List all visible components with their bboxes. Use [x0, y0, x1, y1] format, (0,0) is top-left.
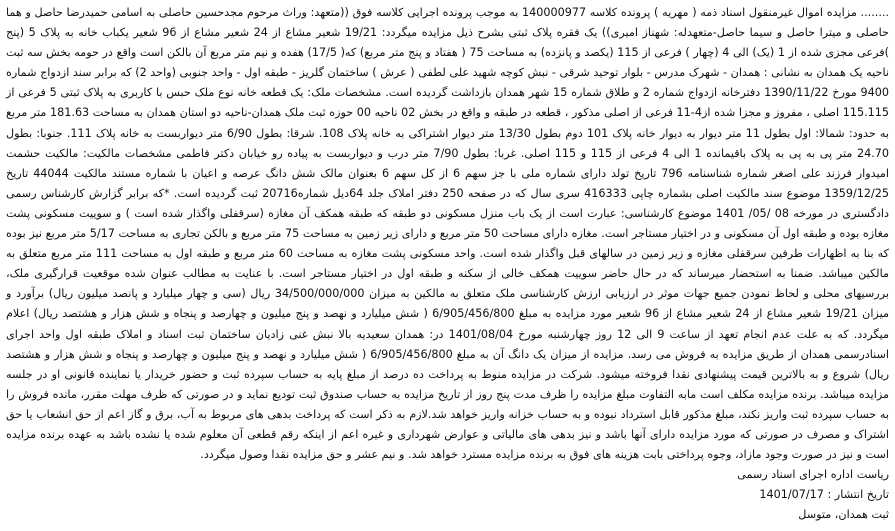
auction-notice-document [6, 3, 889, 525]
publication-date: تاریخ انتشار : 1401/07/17 [759, 488, 889, 502]
notice-body: ........ مزایده اموال غیرمنقول اسناد ذمه ( مهریه ) پرونده کلاسه 140000977 به موجب پرونده اجرایی کلاسه فوق ((متعهد: وراث مرحوم مجدحسین حاصلی به اسامی حمیدرضا حاصل و هما حاصلی و میترا حاصل و سیما حاصل-متعهدله: شهناز امیری)) یک فقره پلاک ثبتی بشرح ذیل مزایده میگردد: 19/21 شعیر مشاع از 24 شعیر مشاع از 96 شعیر یکباب خانه به پلاک 5 (پنج )فرعی مجزی شده از 1 (یک) الی 4 (چهار ) فرعی از 115 (یکصد و پانزده) به مساحت 75 ( هفتاد و پنج متر مربع) که( 17/5) هفده و نیم متر مربع آن بالکن است واقع در حومه بخش سه ثبت ناحیه یک همدان به نشانی : همدان - شهرک مدرس - بلوار توحید شرقی - نبش کوچه شهید علی لطفی ( عرش ) ساختمان گلریز - طبقه اول - واحد جنوبی (واحد 2) که برابر سند ازدواج شماره 9400 مورخ 1390/11/22 دفترخانه ازدواج شماره 2 و طلاق شماره 15 شهر همدان بازداشت گردیده است. مشخصات ملک: یک قطعه خانه نوع ملک حبس با کاربری به پلاک ثبتی 5 فرعی از 115.115 اصلی ، مفروز و مجزا شده از4-11 فرعی از اصلی مذکور ، قطعه در طبقه و واقع در بخش 02 ناحیه 00 حوزه ثبت ملک همدان-ناحیه دو استان همدان به مساحت 181.63 متر مربع به حدود: شمالا: اول بطول 11 متر دیوار به دیوار خانه پلاک 101 دوم بطول 13/30 متر دیوار اشتراکی به خانه پلاک 108. شرقا: بطول 6/90 متر دیواربست به خانه پلاک 111. جنوبا: بطول 24.70 متر پی به پی به پلاک باقیمانده 1 الی 4 فرعی از 115 و 115 اصلی. غربا: بطول 7/90 متر درب و دیواربست به پیاده رو خیابان دکتر فاطمی مشخصات مالکیت: مالکیت حشمت امیدوار فرزند علی اصغر شماره شناسنامه 796 تاریخ تولد دارای شماره ملی با جز سهم 6 از کل سهم 6 بعنوان مالک شش دانگ عرصه و اعیان با شماره مستند مالکیت 44044 تاریخ 1359/12/25 موضوع سند مالکیت اصلی بشماره چاپی 416333 سری سال که در صفحه 250 دفتر املاک جلد 64دیل شماره20716 ثبت گردیده است. *که برابر گزارش کارشناس رسمی دادگستری در مورخه 08 /05/ 1401 موضوع کارشناسی: عبارت است از یک باب منزل مسکونی دو طبقه که طبقه همکف آن مغازه (سرقفلی واگذار شده است ) و سوییت مسکونی پشت مغازه بوده و طبقه اول آن مسکونی و در اختیار مستاجر است. مغازه دارای مساحت 50 متر مربع و دارای زیر زمین به مساحت 75 متر مربع و بالکن تجاری به مساحت 5/17 متر مربع نیز بوده که بنا به اظهارات طرفین سرقفلی مغازه و زیر زمین در سالهای قبل واگذار شده است. واحد مسکونی پشت مغازه به مساحت 60 متر مربع و طبقه اول به مساحت 111 متر مربع متعلق به مالکین میباشد. ضمنا به استحضار میرساند که در حال حاضر سوییت همکف خالی از سکنه و طبقه اول در اختیار مستاجر است. با عنایت به مطالب عنوان شده موقعیت قرارگیری ملک، بررسیهای محلی و لحاظ نمودن جمیع جهات موثر در ارزیابی ارزش کارشناسی ملک متعلق به مالکین به میزان 34/500/000/000 ریال (سی و چهار میلیارد و پانصد میلیون ریال) برآورد و میزان 19/21 شعیر مشاع از 24 شعیر مشاع از 96 شعیر مورد مزایده به مبلغ 6/905/456/800 ( شش میلیارد و نهصد و پنج میلیون و چهارصد و پنجاه و شش هزار و هشتصد ریال) اعلام میگردد. که به علت عدم انجام تعهد از ساعت 9 الی 12 روز چهارشنبه مورخ 1401/08/04 در: همدان سعیدیه بالا نبش غنی زادیان ساختمان ثبت اسناد و املاک طبقه اول واحد اجرای اسنادرسمی همدان از طریق مزایده به فروش می رسد. مزایده از میزان یک دانگ آن به مبلغ 6/905/456/800 ( شش میلیارد و نهصد و پنج میلیون و چهارصد و پنجاه و شش هزار و هشتصد ریال) شروع و به بالاترین قیمت پیشنهادی نقدا فروخته میشود. شرکت در مزایده منوط به پرداخت ده درصد از مبلغ پایه به حساب سپرده ثبت و حضور خریدار یا نماینده قانونی او در جلسه مزایده میباشد. برنده مزایده مکلف است مابه التفاوت مبلغ مزایده را ظرف مدت پنج روز از تاریخ مزایده به حساب صندوق ثبت تودیع نماید و در صورتی که ظرف مهلت مقرر، مانده فروش را به حساب سپرده ثبت واریز نکند، مبلغ مذکور قابل استرداد نبوده و به حساب خزانه واریز خواهد شد.لازم به ذکر است که پرداخت بدهی های مربوط به آب، برق و گاز اعم از حق انشعاب یا حق اشتراک و مصرف در صورتی که مورد مزایده دارای آنها باشد و نیز بدهی های مالیاتی و عوارض شهرداری و غیره اعم از اینکه رقم قطعی آن معلوم شده یا نشده باشد به عهده برنده مزایده است و نیز در صورت وجود مازاد، وجوه پرداختی بابت هزینه های فوق به برنده مزایده مسترد خواهد شد. و نیم عشر و حق مزایده نقدا وصول میگردد. [6, 6, 890, 462]
office-location: ثبت همدان، متوسل [798, 508, 889, 522]
office-signature: ریاست اداره اجرای اسناد رسمی [737, 468, 889, 482]
